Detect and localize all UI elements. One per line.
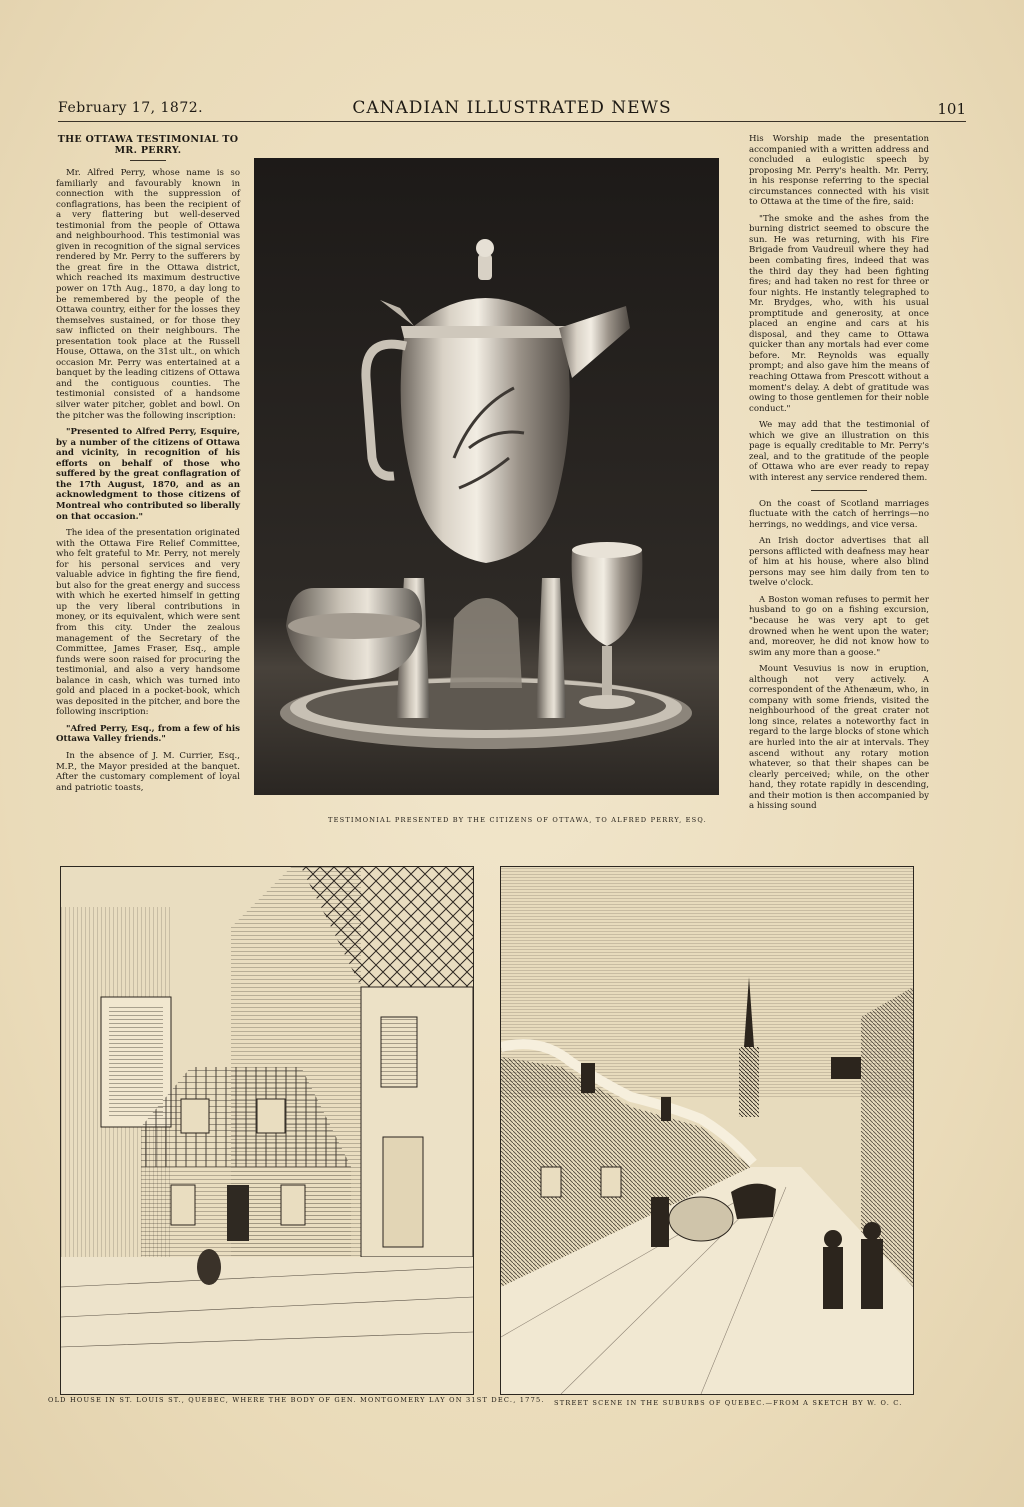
- news-item: An Irish doctor advertises that all persons afflicted with deafness may hear of him at his house, where also blind persons may see him daily from ten to twelve o'clock.: [749, 536, 929, 589]
- news-item: Mount Vesuvius is now in eruption, although not very actively. A correspondent of the Athenæum, who, in company with some friends, visited the neighbourhood of the great crater not long since, relates a noteworthy fact in regard to the large blocks of stone which are hurled into the air at intervals. They ascend without any rotary motion whatever, so that their shapes can be clearly perceived; while, on the other hand, they rotate rapidly in descending, and their motion is then accompanied by a hissing sound: [749, 664, 929, 812]
- old-house-engraving: [60, 866, 474, 1395]
- street-scene-caption: STREET SCENE IN THE SUBURBS OF QUEBEC.—FROM A SKETCH BY W. O. C.: [554, 1399, 903, 1407]
- section-rule: [811, 490, 867, 491]
- article-paragraph: The idea of the presentation originated with the Ottawa Fire Relief Committee, who felt grateful to Mr. Perry, not merely for his personal services and very valuable advice in fighting the fire fiend, but also for the great energy and success with which he exerted himself in getting up the very liberal contributions in money, or its equivalent, which were sent from this city. Under the zealous management of the Secretary of the Committee, James Fraser, Esq., ample funds were soon raised for procuring the testimonial, and also a very handsome balance in cash, which was turned into gold and placed in a pocket-book, which was deposited in the pitcher, and bore the following inscription:: [56, 528, 240, 718]
- article-paragraph: His Worship made the presentation accompanied with a written address and concluded a eulogistic speech by proposing Mr. Perry's health. Mr. Perry, in his response referring to the special circumstances connected with his visit to Ottawa at the time of the fire, said:: [749, 134, 929, 208]
- header-rule: [58, 121, 966, 122]
- article-title: THE OTTAWA TESTIMONIAL TO MR. PERRY.: [57, 134, 239, 156]
- issue-date: February 17, 1872.: [58, 100, 204, 116]
- street-scene-engraving: [500, 866, 914, 1395]
- page-number: 101: [937, 100, 966, 118]
- title-rule: [130, 160, 166, 161]
- article-paragraph: "The smoke and the ashes from the burning district seemed to obscure the sun. He was returning, with his Fire Brigade from Vaudreuil where they had been combating fires, indeed that was the third day they had been fighting fires; and had taken no rest for three or four nights. He instantly telegraphed to Mr. Brydges, who, with his usual promptitude and generosity, at once placed an engine and cars at his disposal, and they came to Ottawa quicker than any mortals had ever come before. Mr. Reynolds was equally prompt; and also gave him the means of reaching Ottawa from Prescott without a moment's delay. A debt of gratitude was owing to those gentlemen for their noble conduct.": [749, 213, 929, 414]
- testimonial-caption: TESTIMONIAL PRESENTED BY THE CITIZENS OF OTTAWA, TO ALFRED PERRY, ESQ.: [328, 816, 707, 824]
- article-paragraph: In the absence of J. M. Currier, Esq., M.P., the Mayor presided at the banquet. After the customary complement of loyal and patriotic toasts,: [56, 750, 240, 793]
- article-paragraph: We may add that the testimonial of which we give an illustration on this page is equally creditable to Mr. Perry's zeal, and to the gratitude of the people of Ottawa who are ever ready to repay with interest any service rendered them.: [749, 420, 929, 483]
- masthead-title: CANADIAN ILLUSTRATED NEWS: [352, 98, 672, 118]
- article-paragraph: Mr. Alfred Perry, whose name is so familiarly and favourably known in connection with the suppression of conflagrations, has been the recipient of a very flattering but well-deserved testimonial from the people of Ottawa and neighbourhood. This testimonial was given in recognition of the signal services rendered by Mr. Perry to the sufferers by the great fire in the Ottawa district, which reached its maximum destructive power on 17th Aug., 1870, a day long to be remembered by the people of the Ottawa country, either for the losses they themselves sustained, or for those they saw inflicted on their neighbours. The presentation took place at the Russell House, Ottawa, on the 31st ult., on which occasion Mr. Perry was entertained at a banquet by the leading citizens of Ottawa and the contiguous counties. The testimonial consisted of a handsome silver water pitcher, goblet and bowl. On the pitcher was the following inscription:: [56, 168, 240, 421]
- old-house-caption: OLD HOUSE IN ST. LOUIS ST., QUEBEC, WHERE THE BODY OF GEN. MONTGOMERY LAY ON 31ST DEC., 1775.: [48, 1396, 545, 1404]
- news-item: A Boston woman refuses to permit her husband to go on a fishing excursion, "because he was very apt to get drowned when he went upon the water; and, moreover, he did not know how to swim any more than a goose.": [749, 594, 929, 658]
- news-item: On the coast of Scotland marriages fluctuate with the catch of herrings—no herrings, no weddings, and vice versa.: [749, 498, 929, 530]
- testimonial-photo: [254, 158, 719, 795]
- left-column: [56, 134, 240, 799]
- right-column: [749, 134, 929, 818]
- inscription-quote: "Presented to Alfred Perry, Esquire, by a number of the citizens of Ottawa and vicinity, in recognition of his efforts on behalf of those who suffered by the great conflagration of the 17th August, 1870, and as an acknowledgment to those citizens of Montreal who contributed so liberally on that occasion.": [56, 427, 240, 522]
- inscription-quote: "Afred Perry, Esq., from a few of his Ottawa Valley friends.": [56, 723, 240, 745]
- page-header: [58, 96, 966, 122]
